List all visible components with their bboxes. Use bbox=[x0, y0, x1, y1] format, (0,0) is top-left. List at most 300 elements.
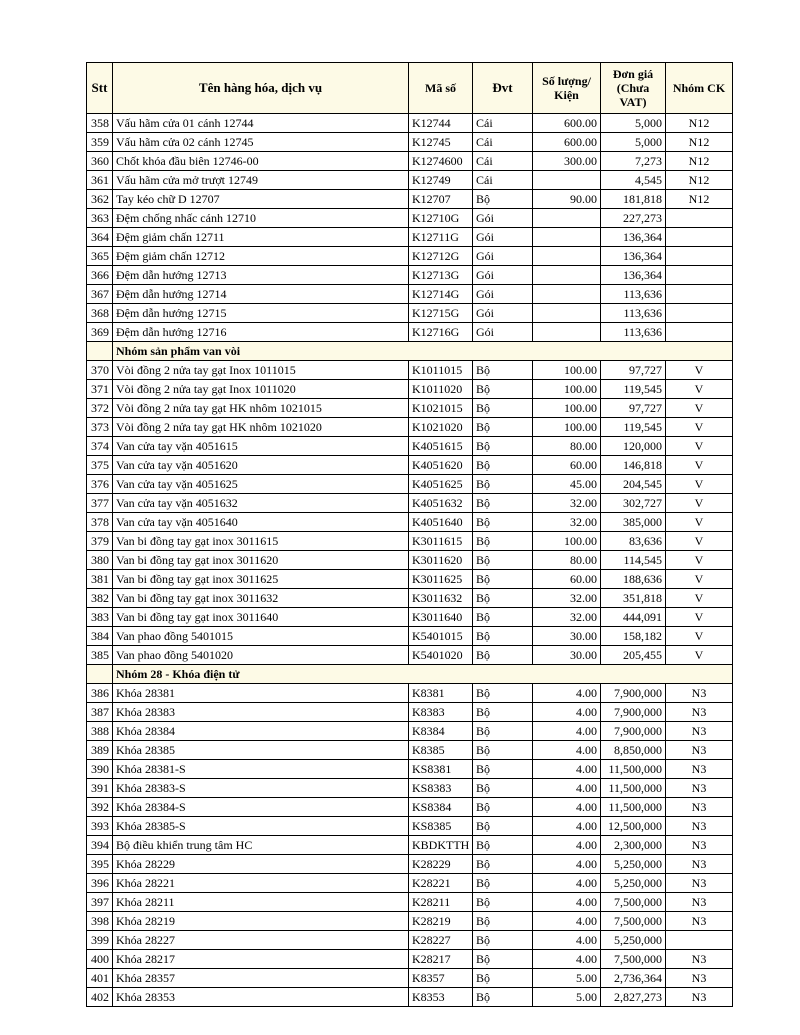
cell-product-name: Van bi đồng tay gạt inox 3011620 bbox=[113, 551, 409, 570]
cell-quantity: 5.00 bbox=[533, 969, 601, 988]
cell-product-name: Van bi đồng tay gạt inox 3011625 bbox=[113, 570, 409, 589]
cell-unit-price: 351,818 bbox=[601, 589, 666, 608]
cell-product-name: Vòi đồng 2 nửa tay gạt Inox 1011015 bbox=[113, 361, 409, 380]
cell-unit: Cái bbox=[473, 133, 533, 152]
cell-product-name: Vấu hãm cửa 01 cánh 12744 bbox=[113, 114, 409, 133]
cell-unit: Bộ bbox=[473, 722, 533, 741]
cell-unit-price: 146,818 bbox=[601, 456, 666, 475]
table-row bbox=[87, 266, 733, 285]
cell-unit: Bộ bbox=[473, 931, 533, 950]
col-header-name: Tên hàng hóa, dịch vụ bbox=[113, 63, 409, 114]
cell-quantity: 100.00 bbox=[533, 532, 601, 551]
cell-discount-group: N12 bbox=[666, 114, 733, 133]
cell-unit: Bộ bbox=[473, 817, 533, 836]
cell-discount-group: V bbox=[666, 570, 733, 589]
cell-product-name: Van phao đồng 5401020 bbox=[113, 646, 409, 665]
cell-product-code: K28219 bbox=[409, 912, 473, 931]
cell-quantity: 4.00 bbox=[533, 722, 601, 741]
cell-product-name: Khóa 28219 bbox=[113, 912, 409, 931]
cell-unit: Bộ bbox=[473, 836, 533, 855]
cell-product-name: Đệm chống nhấc cánh 12710 bbox=[113, 209, 409, 228]
cell-unit-price: 444,091 bbox=[601, 608, 666, 627]
table-row bbox=[87, 190, 733, 209]
cell-quantity: 4.00 bbox=[533, 684, 601, 703]
table-row bbox=[87, 874, 733, 893]
cell-stt: 392 bbox=[87, 798, 113, 817]
cell-stt: 385 bbox=[87, 646, 113, 665]
cell-unit: Gói bbox=[473, 285, 533, 304]
cell-quantity bbox=[533, 304, 601, 323]
cell-stt: 378 bbox=[87, 513, 113, 532]
cell-quantity bbox=[533, 228, 601, 247]
cell-unit: Bộ bbox=[473, 399, 533, 418]
cell-unit: Bộ bbox=[473, 513, 533, 532]
cell-unit-price: 11,500,000 bbox=[601, 798, 666, 817]
cell-discount-group: N3 bbox=[666, 798, 733, 817]
cell-product-code: K12711G bbox=[409, 228, 473, 247]
cell-quantity: 4.00 bbox=[533, 779, 601, 798]
cell-product-name: Khóa 28211 bbox=[113, 893, 409, 912]
cell-stt: 363 bbox=[87, 209, 113, 228]
cell-discount-group: N3 bbox=[666, 855, 733, 874]
cell-unit-price: 7,900,000 bbox=[601, 684, 666, 703]
cell-product-code: K5401015 bbox=[409, 627, 473, 646]
cell-quantity: 4.00 bbox=[533, 912, 601, 931]
table-row bbox=[87, 152, 733, 171]
cell-quantity: 300.00 bbox=[533, 152, 601, 171]
cell-quantity: 100.00 bbox=[533, 380, 601, 399]
cell-unit-price: 181,818 bbox=[601, 190, 666, 209]
cell-unit: Bộ bbox=[473, 779, 533, 798]
cell-product-name: Khóa 28383-S bbox=[113, 779, 409, 798]
cell-quantity: 80.00 bbox=[533, 437, 601, 456]
table-row bbox=[87, 703, 733, 722]
cell-discount-group bbox=[666, 285, 733, 304]
cell-stt: 365 bbox=[87, 247, 113, 266]
cell-stt: 394 bbox=[87, 836, 113, 855]
cell-stt: 364 bbox=[87, 228, 113, 247]
cell-discount-group: V bbox=[666, 418, 733, 437]
cell-unit-price: 7,500,000 bbox=[601, 950, 666, 969]
cell-quantity: 4.00 bbox=[533, 950, 601, 969]
cell-quantity: 4.00 bbox=[533, 817, 601, 836]
cell-product-code: K4051620 bbox=[409, 456, 473, 475]
cell-stt bbox=[87, 665, 113, 684]
col-header-qty-line1: Số lượng/ bbox=[542, 74, 591, 88]
cell-unit: Bộ bbox=[473, 532, 533, 551]
cell-product-name: Khóa 28221 bbox=[113, 874, 409, 893]
cell-product-code: K12745 bbox=[409, 133, 473, 152]
cell-unit-price: 97,727 bbox=[601, 361, 666, 380]
cell-discount-group: N3 bbox=[666, 874, 733, 893]
table-row bbox=[87, 893, 733, 912]
cell-quantity: 90.00 bbox=[533, 190, 601, 209]
cell-product-name: Chốt khóa đầu biên 12746-00 bbox=[113, 152, 409, 171]
cell-unit: Bộ bbox=[473, 418, 533, 437]
cell-stt: 393 bbox=[87, 817, 113, 836]
cell-product-name: Khóa 28353 bbox=[113, 988, 409, 1007]
cell-stt: 381 bbox=[87, 570, 113, 589]
cell-product-code: K12710G bbox=[409, 209, 473, 228]
table-row bbox=[87, 228, 733, 247]
cell-quantity: 100.00 bbox=[533, 418, 601, 437]
cell-unit: Cái bbox=[473, 171, 533, 190]
table-row bbox=[87, 304, 733, 323]
cell-unit-price: 12,500,000 bbox=[601, 817, 666, 836]
cell-quantity: 60.00 bbox=[533, 456, 601, 475]
cell-product-name: Van cửa tay vặn 4051625 bbox=[113, 475, 409, 494]
cell-stt: 370 bbox=[87, 361, 113, 380]
col-header-stt: Stt bbox=[87, 63, 113, 114]
cell-product-code: K8385 bbox=[409, 741, 473, 760]
cell-discount-group bbox=[666, 931, 733, 950]
table-row bbox=[87, 722, 733, 741]
cell-quantity: 32.00 bbox=[533, 513, 601, 532]
cell-unit: Bộ bbox=[473, 912, 533, 931]
cell-product-code: K3011640 bbox=[409, 608, 473, 627]
cell-product-name: Khóa 28217 bbox=[113, 950, 409, 969]
cell-product-code: K28211 bbox=[409, 893, 473, 912]
cell-quantity: 4.00 bbox=[533, 874, 601, 893]
cell-product-name: Khóa 28385 bbox=[113, 741, 409, 760]
cell-product-name: Vòi đồng 2 nửa tay gạt Inox 1011020 bbox=[113, 380, 409, 399]
table-row bbox=[87, 741, 733, 760]
cell-stt: 366 bbox=[87, 266, 113, 285]
cell-unit-price: 7,500,000 bbox=[601, 912, 666, 931]
cell-stt: 382 bbox=[87, 589, 113, 608]
cell-discount-group: V bbox=[666, 627, 733, 646]
cell-discount-group: N3 bbox=[666, 988, 733, 1007]
cell-product-name: Van bi đồng tay gạt inox 3011615 bbox=[113, 532, 409, 551]
cell-product-code: K8357 bbox=[409, 969, 473, 988]
cell-product-name: Tay kéo chữ D 12707 bbox=[113, 190, 409, 209]
cell-product-code: K4051625 bbox=[409, 475, 473, 494]
table-row bbox=[87, 532, 733, 551]
cell-stt: 375 bbox=[87, 456, 113, 475]
cell-unit-price: 4,545 bbox=[601, 171, 666, 190]
cell-discount-group bbox=[666, 304, 733, 323]
table-row bbox=[87, 912, 733, 931]
cell-discount-group bbox=[666, 228, 733, 247]
cell-unit: Bộ bbox=[473, 855, 533, 874]
cell-unit: Bộ bbox=[473, 190, 533, 209]
cell-stt: 396 bbox=[87, 874, 113, 893]
cell-product-code: K1274600 bbox=[409, 152, 473, 171]
cell-product-code: K28227 bbox=[409, 931, 473, 950]
table-row bbox=[87, 285, 733, 304]
cell-product-name: Khóa 28381 bbox=[113, 684, 409, 703]
cell-product-code: KS8384 bbox=[409, 798, 473, 817]
cell-stt: 367 bbox=[87, 285, 113, 304]
cell-unit: Cái bbox=[473, 152, 533, 171]
table-row bbox=[87, 988, 733, 1007]
table-row bbox=[87, 931, 733, 950]
col-header-price bbox=[601, 63, 666, 114]
cell-stt: 371 bbox=[87, 380, 113, 399]
cell-unit: Gói bbox=[473, 247, 533, 266]
cell-unit: Gói bbox=[473, 323, 533, 342]
cell-product-code: K5401020 bbox=[409, 646, 473, 665]
cell-discount-group: V bbox=[666, 646, 733, 665]
cell-discount-group bbox=[666, 247, 733, 266]
table-row bbox=[87, 494, 733, 513]
cell-discount-group bbox=[666, 209, 733, 228]
table-row bbox=[87, 798, 733, 817]
col-header-qty-line2: Kiện bbox=[554, 88, 579, 102]
cell-unit-price: 120,000 bbox=[601, 437, 666, 456]
cell-unit-price: 2,736,364 bbox=[601, 969, 666, 988]
cell-quantity bbox=[533, 209, 601, 228]
cell-product-name: Khóa 28227 bbox=[113, 931, 409, 950]
group-title: Nhóm sản phẩm van vòi bbox=[113, 342, 733, 361]
cell-unit-price: 11,500,000 bbox=[601, 760, 666, 779]
cell-quantity: 60.00 bbox=[533, 570, 601, 589]
cell-unit-price: 5,250,000 bbox=[601, 874, 666, 893]
table-row bbox=[87, 627, 733, 646]
cell-product-code: K4051632 bbox=[409, 494, 473, 513]
cell-unit-price: 113,636 bbox=[601, 285, 666, 304]
cell-quantity: 4.00 bbox=[533, 703, 601, 722]
table-row bbox=[87, 551, 733, 570]
cell-discount-group: N12 bbox=[666, 152, 733, 171]
cell-unit: Gói bbox=[473, 266, 533, 285]
cell-product-name: Khóa 28384-S bbox=[113, 798, 409, 817]
cell-quantity: 4.00 bbox=[533, 798, 601, 817]
cell-stt: 379 bbox=[87, 532, 113, 551]
cell-product-name: Van cửa tay vặn 4051620 bbox=[113, 456, 409, 475]
cell-stt: 395 bbox=[87, 855, 113, 874]
table-row bbox=[87, 418, 733, 437]
cell-quantity: 32.00 bbox=[533, 494, 601, 513]
cell-quantity: 30.00 bbox=[533, 646, 601, 665]
cell-quantity: 45.00 bbox=[533, 475, 601, 494]
cell-quantity: 4.00 bbox=[533, 836, 601, 855]
cell-product-code: K12714G bbox=[409, 285, 473, 304]
cell-stt: 399 bbox=[87, 931, 113, 950]
cell-product-code: K3011615 bbox=[409, 532, 473, 551]
cell-stt: 358 bbox=[87, 114, 113, 133]
cell-product-code: K8381 bbox=[409, 684, 473, 703]
cell-stt: 377 bbox=[87, 494, 113, 513]
cell-unit-price: 83,636 bbox=[601, 532, 666, 551]
cell-discount-group: N12 bbox=[666, 171, 733, 190]
cell-product-name: Khóa 28229 bbox=[113, 855, 409, 874]
cell-discount-group: V bbox=[666, 513, 733, 532]
table-row bbox=[87, 361, 733, 380]
cell-stt: 391 bbox=[87, 779, 113, 798]
cell-unit-price: 7,500,000 bbox=[601, 893, 666, 912]
table-header-row bbox=[87, 63, 733, 114]
cell-product-code: K28229 bbox=[409, 855, 473, 874]
cell-unit: Bộ bbox=[473, 874, 533, 893]
cell-unit: Gói bbox=[473, 209, 533, 228]
table-row bbox=[87, 836, 733, 855]
table-row bbox=[87, 513, 733, 532]
cell-quantity: 100.00 bbox=[533, 399, 601, 418]
cell-product-name: Van cửa tay vặn 4051632 bbox=[113, 494, 409, 513]
cell-discount-group: N3 bbox=[666, 950, 733, 969]
cell-product-code: K12716G bbox=[409, 323, 473, 342]
cell-discount-group: V bbox=[666, 437, 733, 456]
cell-quantity: 4.00 bbox=[533, 855, 601, 874]
cell-discount-group: N3 bbox=[666, 684, 733, 703]
cell-product-code: K3011620 bbox=[409, 551, 473, 570]
cell-quantity: 4.00 bbox=[533, 760, 601, 779]
cell-product-code: K4051640 bbox=[409, 513, 473, 532]
cell-unit: Bộ bbox=[473, 893, 533, 912]
cell-product-name: Van cửa tay vặn 4051640 bbox=[113, 513, 409, 532]
group-title: Nhóm 28 - Khóa điện tử bbox=[113, 665, 733, 684]
cell-unit: Bộ bbox=[473, 551, 533, 570]
cell-unit-price: 7,900,000 bbox=[601, 722, 666, 741]
cell-unit: Bộ bbox=[473, 684, 533, 703]
cell-quantity bbox=[533, 266, 601, 285]
cell-stt: 383 bbox=[87, 608, 113, 627]
cell-quantity bbox=[533, 171, 601, 190]
cell-unit-price: 158,182 bbox=[601, 627, 666, 646]
cell-stt: 401 bbox=[87, 969, 113, 988]
cell-unit-price: 2,300,000 bbox=[601, 836, 666, 855]
table-row bbox=[87, 399, 733, 418]
cell-unit-price: 119,545 bbox=[601, 418, 666, 437]
cell-product-name: Khóa 28383 bbox=[113, 703, 409, 722]
cell-unit-price: 113,636 bbox=[601, 304, 666, 323]
cell-unit-price: 97,727 bbox=[601, 399, 666, 418]
cell-unit: Bộ bbox=[473, 950, 533, 969]
cell-stt: 359 bbox=[87, 133, 113, 152]
cell-quantity: 4.00 bbox=[533, 741, 601, 760]
cell-stt bbox=[87, 342, 113, 361]
cell-discount-group: V bbox=[666, 532, 733, 551]
cell-product-code: K12713G bbox=[409, 266, 473, 285]
cell-product-code: K12749 bbox=[409, 171, 473, 190]
cell-unit-price: 7,900,000 bbox=[601, 703, 666, 722]
cell-unit: Bộ bbox=[473, 988, 533, 1007]
cell-stt: 362 bbox=[87, 190, 113, 209]
cell-quantity: 600.00 bbox=[533, 114, 601, 133]
cell-unit-price: 205,455 bbox=[601, 646, 666, 665]
cell-stt: 387 bbox=[87, 703, 113, 722]
cell-unit-price: 11,500,000 bbox=[601, 779, 666, 798]
cell-quantity: 4.00 bbox=[533, 893, 601, 912]
table-row bbox=[87, 133, 733, 152]
cell-discount-group: N3 bbox=[666, 741, 733, 760]
table-row bbox=[87, 760, 733, 779]
cell-unit: Bộ bbox=[473, 760, 533, 779]
cell-product-code: K12707 bbox=[409, 190, 473, 209]
cell-product-name: Khóa 28381-S bbox=[113, 760, 409, 779]
cell-discount-group: N3 bbox=[666, 969, 733, 988]
cell-discount-group: V bbox=[666, 608, 733, 627]
cell-product-name: Bộ điều khiển trung tâm HC bbox=[113, 836, 409, 855]
cell-unit-price: 136,364 bbox=[601, 228, 666, 247]
table-row bbox=[87, 456, 733, 475]
table-row bbox=[87, 646, 733, 665]
table-row bbox=[87, 114, 733, 133]
cell-product-code: K28221 bbox=[409, 874, 473, 893]
cell-unit: Bộ bbox=[473, 627, 533, 646]
cell-unit: Bộ bbox=[473, 646, 533, 665]
table-row bbox=[87, 589, 733, 608]
cell-product-code: K1011020 bbox=[409, 380, 473, 399]
cell-stt: 374 bbox=[87, 437, 113, 456]
table-row bbox=[87, 855, 733, 874]
table-row bbox=[87, 323, 733, 342]
cell-product-name: Đệm dẫn hướng 12716 bbox=[113, 323, 409, 342]
cell-product-name: Đệm dẫn hướng 12713 bbox=[113, 266, 409, 285]
cell-quantity: 5.00 bbox=[533, 988, 601, 1007]
cell-quantity bbox=[533, 323, 601, 342]
cell-stt: 384 bbox=[87, 627, 113, 646]
group-header-row bbox=[87, 665, 733, 684]
cell-unit-price: 227,273 bbox=[601, 209, 666, 228]
cell-unit-price: 188,636 bbox=[601, 570, 666, 589]
cell-stt: 376 bbox=[87, 475, 113, 494]
col-header-unit: Đvt bbox=[473, 63, 533, 114]
cell-unit-price: 114,545 bbox=[601, 551, 666, 570]
col-header-qty bbox=[533, 63, 601, 114]
table-row bbox=[87, 171, 733, 190]
cell-discount-group: V bbox=[666, 399, 733, 418]
cell-product-name: Khóa 28384 bbox=[113, 722, 409, 741]
cell-discount-group: N3 bbox=[666, 760, 733, 779]
cell-stt: 400 bbox=[87, 950, 113, 969]
table-row bbox=[87, 779, 733, 798]
cell-stt: 369 bbox=[87, 323, 113, 342]
cell-unit-price: 5,250,000 bbox=[601, 931, 666, 950]
cell-unit: Bộ bbox=[473, 570, 533, 589]
cell-discount-group: V bbox=[666, 380, 733, 399]
cell-product-name: Vòi đồng 2 nửa tay gạt HK nhôm 1021020 bbox=[113, 418, 409, 437]
cell-quantity: 30.00 bbox=[533, 627, 601, 646]
table-row bbox=[87, 437, 733, 456]
cell-quantity: 32.00 bbox=[533, 589, 601, 608]
cell-stt: 373 bbox=[87, 418, 113, 437]
cell-unit: Gói bbox=[473, 304, 533, 323]
cell-product-name: Vấu hãm cửa 02 cánh 12745 bbox=[113, 133, 409, 152]
cell-product-name: Van bi đồng tay gạt inox 3011640 bbox=[113, 608, 409, 627]
cell-discount-group: N12 bbox=[666, 190, 733, 209]
table-row bbox=[87, 209, 733, 228]
cell-stt: 361 bbox=[87, 171, 113, 190]
cell-unit-price: 119,545 bbox=[601, 380, 666, 399]
cell-product-code: K3011625 bbox=[409, 570, 473, 589]
col-header-price-line3: VAT) bbox=[619, 95, 647, 109]
cell-unit: Bộ bbox=[473, 380, 533, 399]
table-row bbox=[87, 950, 733, 969]
cell-unit: Bộ bbox=[473, 494, 533, 513]
cell-quantity: 80.00 bbox=[533, 551, 601, 570]
cell-quantity: 32.00 bbox=[533, 608, 601, 627]
cell-product-code: K28217 bbox=[409, 950, 473, 969]
cell-product-code: K4051615 bbox=[409, 437, 473, 456]
cell-discount-group: N3 bbox=[666, 836, 733, 855]
cell-stt: 398 bbox=[87, 912, 113, 931]
cell-product-code: KBDKTTH bbox=[409, 836, 473, 855]
cell-discount-group: V bbox=[666, 456, 733, 475]
cell-product-name: Vấu hãm cửa mở trượt 12749 bbox=[113, 171, 409, 190]
cell-stt: 372 bbox=[87, 399, 113, 418]
cell-stt: 389 bbox=[87, 741, 113, 760]
cell-unit-price: 2,827,273 bbox=[601, 988, 666, 1007]
cell-quantity bbox=[533, 247, 601, 266]
cell-discount-group: V bbox=[666, 475, 733, 494]
cell-unit: Bộ bbox=[473, 798, 533, 817]
cell-unit-price: 136,364 bbox=[601, 247, 666, 266]
cell-discount-group: N3 bbox=[666, 779, 733, 798]
cell-product-name: Vòi đồng 2 nửa tay gạt HK nhôm 1021015 bbox=[113, 399, 409, 418]
cell-unit: Bộ bbox=[473, 437, 533, 456]
